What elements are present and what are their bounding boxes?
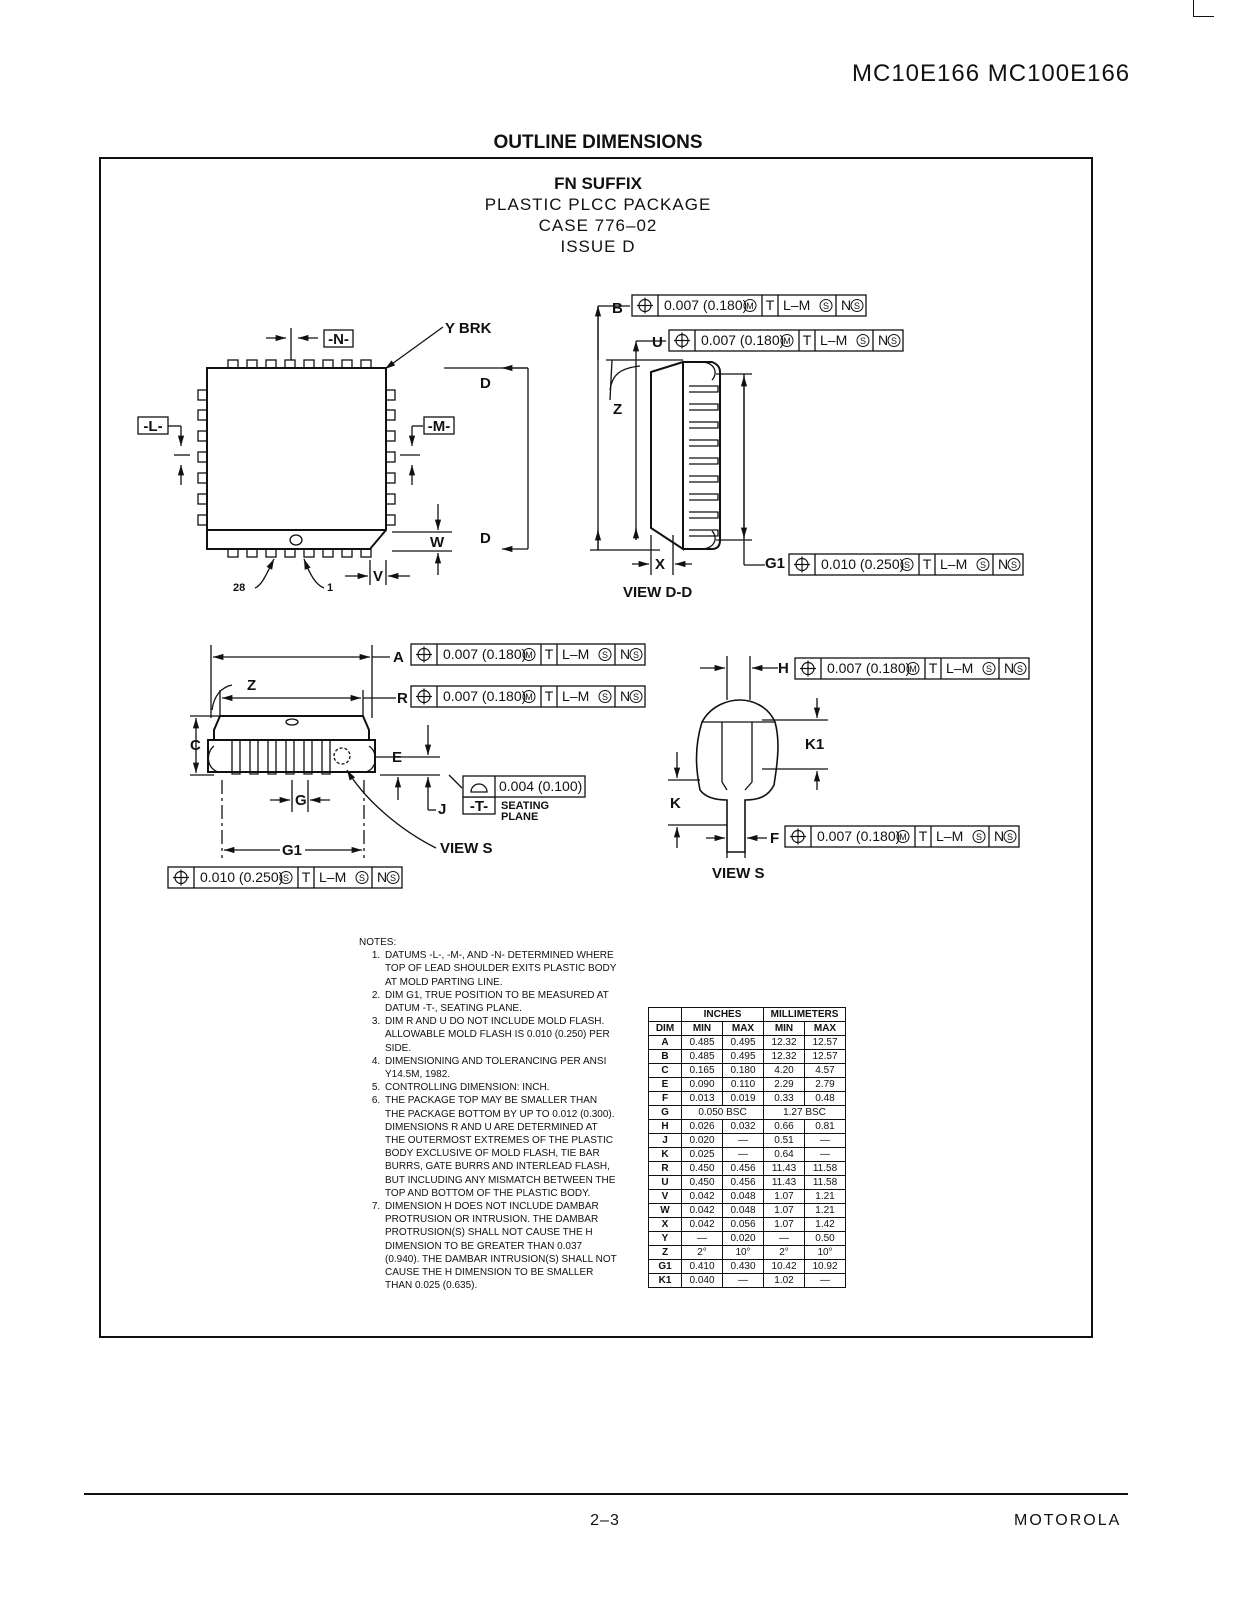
pin [323, 549, 333, 557]
lead [689, 404, 718, 410]
h-label: H [778, 660, 789, 677]
lead [250, 740, 258, 774]
view-s-label: VIEW S [712, 865, 765, 882]
inches-header: INCHES [682, 1008, 764, 1022]
note-item: 2. DIM G1, TRUE POSITION TO BE MEASURED AT DATUM -T-, SEATING PLANE. [383, 989, 619, 1015]
pin [386, 452, 395, 462]
dimension-table [648, 1007, 846, 1288]
dim-value: 11.43 [764, 1162, 805, 1176]
dim-value: 0.048 [723, 1190, 764, 1204]
tolerance-value: 0.007 (0.180) [827, 660, 911, 676]
dim-row [649, 1134, 846, 1148]
lead-curve [208, 746, 218, 772]
pin [198, 452, 207, 462]
datum-ref-n: N [1004, 660, 1015, 676]
pin [386, 494, 395, 504]
g-label: G [295, 792, 307, 809]
tolerance-value: 0.007 (0.180) [664, 297, 748, 313]
d-label-bottom: D [480, 530, 491, 547]
material-modifier-letter: M [783, 336, 791, 346]
g1-label-side: G1 [282, 842, 303, 859]
pin [323, 360, 333, 368]
dim-value: 0.020 [682, 1134, 723, 1148]
seating-plane-label-2: PLANE [501, 811, 539, 823]
package-type: PLASTIC PLCC PACKAGE [484, 195, 712, 214]
dim-letter: E [649, 1078, 682, 1092]
dim-value: 0.026 [682, 1120, 723, 1134]
dim-letter: B [649, 1050, 682, 1064]
top-view [168, 327, 528, 588]
dim-value: 0.48 [805, 1092, 846, 1106]
x-label: X [655, 556, 666, 573]
datum-ref-lm: L–M [562, 646, 590, 662]
dim-value: 0.025 [682, 1148, 723, 1162]
dim-value: 0.450 [682, 1176, 723, 1190]
dim-letter: R [649, 1162, 682, 1176]
tolerance-value: 0.007 (0.180) [817, 828, 901, 844]
datum-modifier-letter: S [601, 692, 609, 702]
dim-letter: G [649, 1106, 682, 1120]
dim-row [649, 1218, 846, 1232]
dim-value: 0.056 [723, 1218, 764, 1232]
notes-heading: NOTES: [359, 937, 397, 948]
j-label: J [438, 801, 447, 818]
dim-value: 0.048 [723, 1204, 764, 1218]
dim-letter: J [649, 1134, 682, 1148]
dim-letter: H [649, 1120, 682, 1134]
pin [342, 549, 352, 557]
lead [689, 422, 718, 428]
dim-value: 0.485 [682, 1036, 723, 1050]
dim-letter: K1 [649, 1274, 682, 1288]
lead-curve [700, 531, 715, 549]
dim-value: 11.58 [805, 1162, 846, 1176]
dim-value: 0.013 [682, 1092, 723, 1106]
note-item: 3. DIM R AND U DO NOT INCLUDE MOLD FLASH. ALLOWABLE MOLD FLASH IS 0.010 (0.250) PER SIDE. [383, 1015, 619, 1055]
z-label-side: Z [247, 677, 257, 694]
datum-ref-n: N [994, 828, 1005, 844]
dim-row [649, 1092, 846, 1106]
dim-value: 0.51 [764, 1134, 805, 1148]
datum-ref-lm: L–M [936, 828, 964, 844]
dim-value: 0.180 [723, 1064, 764, 1078]
d-label-top: D [480, 375, 491, 392]
f-label: F [770, 830, 780, 847]
mm-min-header: MIN [764, 1022, 805, 1036]
dim-value: 1.21 [805, 1204, 846, 1218]
dim-value: 0.019 [723, 1092, 764, 1106]
datum-modifier-letter: S [389, 873, 397, 883]
dim-value: 0.485 [682, 1050, 723, 1064]
dim-value: — [723, 1134, 764, 1148]
dim-value: — [805, 1148, 846, 1162]
material-modifier-letter: M [899, 832, 907, 842]
dim-value: 0.410 [682, 1260, 723, 1274]
dim-value: 0.042 [682, 1204, 723, 1218]
note-item: 1. DATUMS -L-, -M-, AND -N- DETERMINED WHERE TOP OF LEAD SHOULDER EXITS PLASTIC BODY AT MOLD PARTING LINE. [383, 949, 619, 989]
pin [386, 410, 395, 420]
pin [386, 473, 395, 483]
lead [689, 386, 718, 392]
datum-modifier-letter: S [1016, 664, 1024, 674]
pin [386, 431, 395, 441]
datum-ref-lm: L–M [319, 869, 347, 885]
material-modifier-letter: S [903, 560, 911, 570]
dim-row [649, 1246, 846, 1260]
dim-value: 11.43 [764, 1176, 805, 1190]
dim-value: 12.32 [764, 1050, 805, 1064]
view-dd-label: VIEW D-D [623, 584, 693, 601]
datum-ref-lm: L–M [940, 556, 968, 572]
dim-row [649, 1190, 846, 1204]
pin [304, 549, 314, 557]
k-label: K [670, 795, 681, 812]
datum-modifier-letter: S [632, 692, 640, 702]
dim-value: 1.27 BSC [764, 1106, 846, 1120]
dim-letter: V [649, 1190, 682, 1204]
dim-letter: F [649, 1092, 682, 1106]
lead [689, 458, 718, 464]
datum-ref-t: T [301, 869, 311, 885]
note-item: 5. CONTROLLING DIMENSION: INCH. [383, 1081, 619, 1094]
dim-value: — [805, 1134, 846, 1148]
pin [198, 431, 207, 441]
lead [689, 494, 718, 500]
view-s-leader-label: VIEW S [440, 840, 493, 857]
datum-ref-lm: L–M [820, 332, 848, 348]
lead [322, 740, 330, 774]
lead [689, 440, 718, 446]
datum-modifier-letter: S [890, 336, 898, 346]
ybrk-label: Y BRK [445, 320, 492, 337]
datum-modifier-letter: S [979, 560, 987, 570]
dim-value: — [764, 1232, 805, 1246]
pin [228, 360, 238, 368]
u-label: U [652, 334, 663, 351]
lead [268, 740, 276, 774]
pin [285, 549, 295, 557]
pin [285, 360, 295, 368]
datum-ref-n: N [620, 688, 631, 704]
dim-value: 11.58 [805, 1176, 846, 1190]
dim-row [649, 1120, 846, 1134]
side-view [190, 645, 462, 858]
dim-value: 10° [805, 1246, 846, 1260]
datum-ref-t: T [928, 660, 938, 676]
dim-value: 10.92 [805, 1260, 846, 1274]
dim-col-header: DIM [649, 1022, 682, 1036]
w-label: W [430, 534, 445, 551]
dim-letter: A [649, 1036, 682, 1050]
dim-value: 0.456 [723, 1176, 764, 1190]
v-label: V [373, 568, 384, 585]
lead [304, 740, 312, 774]
dim-value: 12.32 [764, 1036, 805, 1050]
pin [198, 390, 207, 400]
datum-modifier-letter: S [859, 336, 867, 346]
lead [689, 476, 718, 482]
material-modifier-letter: M [525, 650, 533, 660]
b-label: B [612, 300, 623, 317]
pin [361, 360, 371, 368]
mm-header: MILLIMETERS [764, 1008, 846, 1022]
datum-modifier-letter: S [985, 664, 993, 674]
tolerance-value: 0.007 (0.180) [443, 688, 527, 704]
datum-modifier-letter: S [853, 301, 861, 311]
lead [286, 740, 294, 774]
datum-modifier-letter: S [822, 301, 830, 311]
page-number: 2–3 [590, 1512, 620, 1529]
pin [361, 549, 371, 557]
datum-l-label: -L- [143, 418, 163, 435]
lead-curve [700, 362, 715, 380]
dim-value: 0.81 [805, 1120, 846, 1134]
datum-modifier-letter: S [632, 650, 640, 660]
dim-value: 1.02 [764, 1274, 805, 1288]
dim-letter: C [649, 1064, 682, 1078]
pin [198, 494, 207, 504]
material-modifier-letter: M [525, 692, 533, 702]
tolerance-value: 0.010 (0.250) [821, 556, 905, 572]
e-label: E [392, 749, 403, 766]
package-case: CASE 776–02 [538, 216, 658, 235]
pin-28-label: 28 [233, 582, 246, 594]
dim-value: 0.33 [764, 1092, 805, 1106]
datum-ref-t: T [922, 556, 932, 572]
datum-ref-t: T [802, 332, 812, 348]
datum-modifier-letter: S [975, 832, 983, 842]
datum-ref-n: N [377, 869, 388, 885]
material-modifier-letter: M [909, 664, 917, 674]
dim-value: 2° [764, 1246, 805, 1260]
inch-min-header: MIN [682, 1022, 723, 1036]
datum-ref-n: N [998, 556, 1009, 572]
dim-value: 0.456 [723, 1162, 764, 1176]
pin [342, 360, 352, 368]
flatness-value: 0.004 (0.100) [499, 778, 583, 794]
dim-row [649, 1260, 846, 1274]
dim-letter: Z [649, 1246, 682, 1260]
pin [198, 515, 207, 525]
datum-ref-t: T [918, 828, 928, 844]
pin [266, 549, 276, 557]
dim-value: 12.57 [805, 1050, 846, 1064]
dim-value: — [723, 1274, 764, 1288]
dim-letter: Y [649, 1232, 682, 1246]
datum-ref-n: N [841, 297, 852, 313]
pin-1-label: 1 [327, 582, 334, 594]
dim-value: — [682, 1232, 723, 1246]
dim-value: 2° [682, 1246, 723, 1260]
package-suffix: FN SUFFIX [554, 174, 642, 193]
dim-value: 0.042 [682, 1190, 723, 1204]
tolerance-value: 0.007 (0.180) [701, 332, 785, 348]
dim-letter: K [649, 1148, 682, 1162]
dim-value: 1.21 [805, 1190, 846, 1204]
pin [228, 549, 238, 557]
dim-row [649, 1176, 846, 1190]
dim-value: 0.495 [723, 1036, 764, 1050]
lead [232, 740, 240, 774]
dim-value: — [805, 1274, 846, 1288]
pin [266, 360, 276, 368]
dim-value: 0.165 [682, 1064, 723, 1078]
pin [247, 549, 257, 557]
dim-value: 4.20 [764, 1064, 805, 1078]
dim-row [649, 1232, 846, 1246]
pin [198, 410, 207, 420]
k1-label: K1 [805, 736, 825, 753]
mm-max-header: MAX [805, 1022, 846, 1036]
dim-value: — [723, 1148, 764, 1162]
dim-row [649, 1274, 846, 1288]
dim-value: 1.07 [764, 1204, 805, 1218]
footer-brand: MOTOROLA [1014, 1512, 1122, 1529]
datum-ref-t: T [765, 297, 775, 313]
dim-value: 0.64 [764, 1148, 805, 1162]
lead [689, 512, 718, 518]
pin [304, 360, 314, 368]
datum-m-label: -M- [427, 418, 451, 435]
package-issue: ISSUE D [560, 237, 636, 256]
dim-row [649, 1106, 846, 1120]
inch-max-header: MAX [723, 1022, 764, 1036]
dim-value: 0.050 BSC [682, 1106, 764, 1120]
tolerance-value: 0.010 (0.250) [200, 869, 284, 885]
dim-row [649, 1064, 846, 1078]
dim-value: 12.57 [805, 1036, 846, 1050]
dim-value: 0.50 [805, 1232, 846, 1246]
dim-value: 0.040 [682, 1274, 723, 1288]
g1-label-dd: G1 [765, 555, 786, 572]
datum-modifier-letter: S [1010, 560, 1018, 570]
notes-list [359, 949, 619, 1292]
dim-row [649, 1148, 846, 1162]
dim-value: 1.07 [764, 1218, 805, 1232]
dim-header-blank [649, 1008, 682, 1022]
datum-modifier-letter: S [1006, 832, 1014, 842]
dim-value: 10.42 [764, 1260, 805, 1274]
pin [386, 515, 395, 525]
dim-value: 0.66 [764, 1120, 805, 1134]
datum-ref-lm: L–M [946, 660, 974, 676]
z-label-dd: Z [613, 401, 623, 418]
dim-value: 0.450 [682, 1162, 723, 1176]
dim-row [649, 1204, 846, 1218]
datum-ref-lm: L–M [562, 688, 590, 704]
dim-value: 1.07 [764, 1190, 805, 1204]
part-numbers: MC10E166 MC100E166 [852, 60, 1131, 87]
footer-rule [84, 1493, 1128, 1495]
tolerance-value: 0.007 (0.180) [443, 646, 527, 662]
dim-row [649, 1078, 846, 1092]
dim-letter: W [649, 1204, 682, 1218]
dim-letter: U [649, 1176, 682, 1190]
a-label: A [393, 649, 404, 666]
material-modifier-letter: M [746, 301, 754, 311]
dim-value: 0.430 [723, 1260, 764, 1274]
pin [198, 473, 207, 483]
dim-row [649, 1050, 846, 1064]
datum-modifier-letter: S [601, 650, 609, 660]
dim-value: 0.090 [682, 1078, 723, 1092]
datum-modifier-letter: S [358, 873, 366, 883]
dim-value: 1.42 [805, 1218, 846, 1232]
c-label: C [190, 737, 201, 754]
dim-value: 0.495 [723, 1050, 764, 1064]
dim-value: 0.042 [682, 1218, 723, 1232]
datum-ref-n: N [878, 332, 889, 348]
datum-t-label: -T- [469, 798, 489, 815]
datum-n-label: -N- [328, 331, 349, 348]
pin [247, 360, 257, 368]
section-title: OUTLINE DIMENSIONS [493, 132, 703, 153]
dim-value: 2.29 [764, 1078, 805, 1092]
dim-row [649, 1036, 846, 1050]
notes-block [359, 936, 619, 1292]
dim-value: 2.79 [805, 1078, 846, 1092]
dim-value: 0.032 [723, 1120, 764, 1134]
material-modifier-letter: S [282, 873, 290, 883]
datum-ref-lm: L–M [783, 297, 811, 313]
dim-value: 0.110 [723, 1078, 764, 1092]
note-item: 6. THE PACKAGE TOP MAY BE SMALLER THAN THE PACKAGE BOTTOM BY UP TO 0.012 (0.300). DIMENSIONS R AND U ARE DETERMINED AT THE OUTERMOST EXTREMES OF THE PLASTIC BODY EXCLUSIVE OF MOLD FLASH, TIE BAR BURRS, GATE BURRS AND INTERLEAD FLASH, BUT INCLUDING ANY MISMATCH BETWEEN THE TOP AND BOTTOM OF THE PLASTIC BODY. [383, 1094, 619, 1200]
datum-ref-t: T [544, 688, 554, 704]
note-item: 7. DIMENSION H DOES NOT INCLUDE DAMBAR PROTRUSION OR INTRUSION. THE DAMBAR PROTRUSION(S) SHALL NOT CAUSE THE H DIMENSION TO BE GREATER THAN 0.037 (0.940). THE DAMBAR INTRUSION(S) SHALL NOT CAUSE THE H DIMENSION TO BE SMALLER THAN 0.025 (0.635). [383, 1200, 619, 1292]
pin [386, 390, 395, 400]
dim-value: 10° [723, 1246, 764, 1260]
dim-value: 4.57 [805, 1064, 846, 1078]
r-label: R [397, 690, 408, 707]
dim-value: 0.020 [723, 1232, 764, 1246]
dim-row [649, 1162, 846, 1176]
note-item: 4. DIMENSIONING AND TOLERANCING PER ANSI Y14.5M, 1982. [383, 1055, 619, 1081]
dim-letter: X [649, 1218, 682, 1232]
datum-ref-t: T [544, 646, 554, 662]
seating-plane-label: SEATING [501, 800, 550, 812]
datum-ref-n: N [620, 646, 631, 662]
dim-letter: G1 [649, 1260, 682, 1274]
